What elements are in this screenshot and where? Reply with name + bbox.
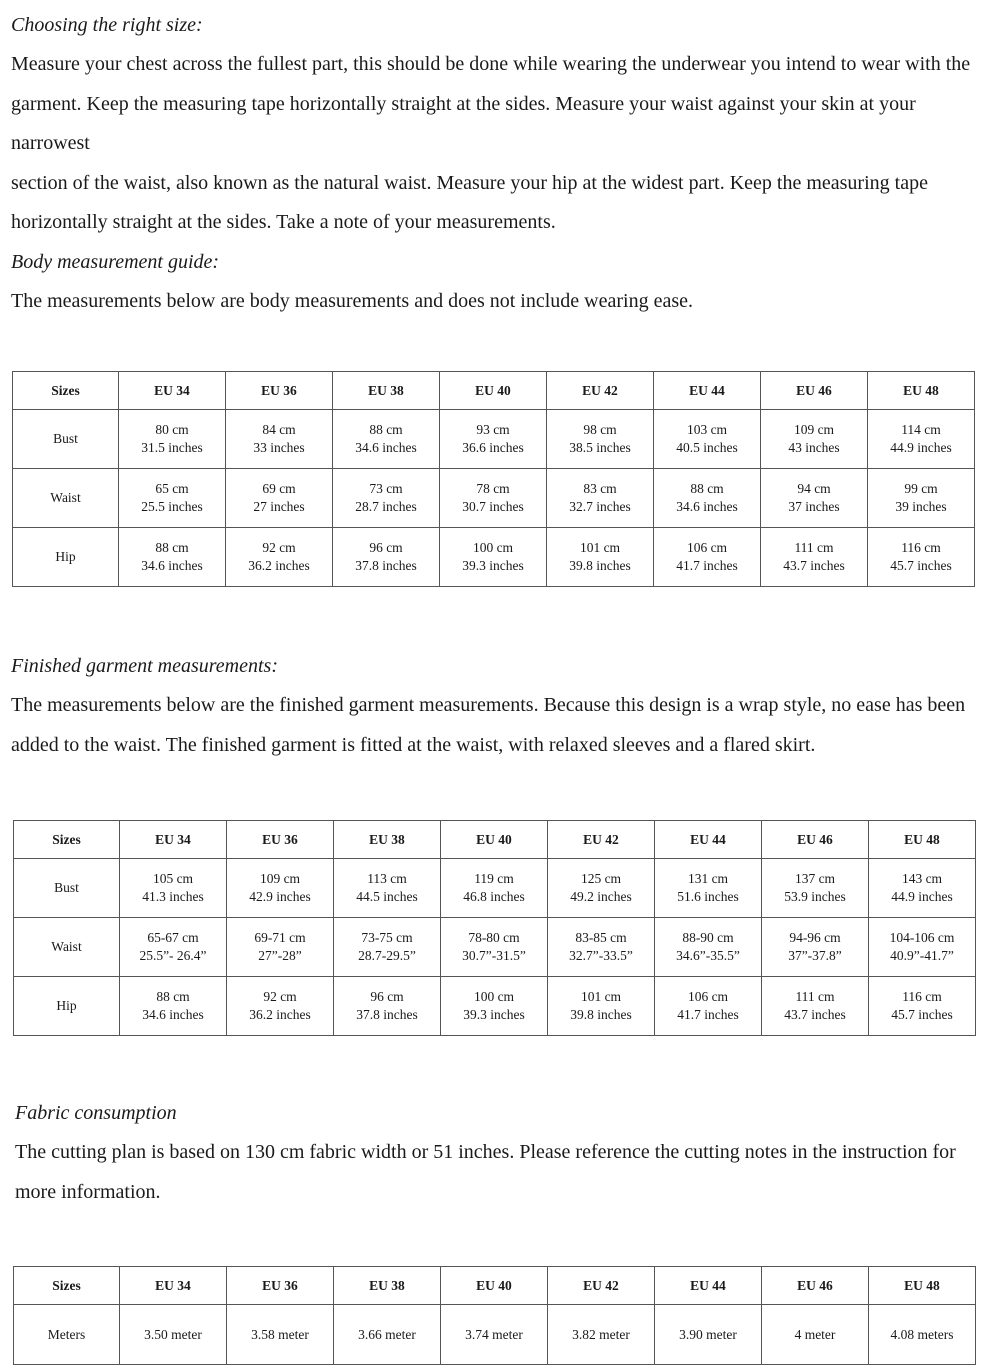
finished-heading: Finished garment measurements: xyxy=(11,655,278,677)
cell-value: 46.8 inches xyxy=(463,889,525,904)
cell-value: 88 cm xyxy=(369,422,403,437)
table-cell xyxy=(227,977,334,1036)
table-cell xyxy=(655,1305,762,1365)
cell-value: 25.5”- 26.4” xyxy=(139,948,207,963)
table-cell xyxy=(762,1305,869,1365)
cell-value: 36.2 inches xyxy=(248,558,310,573)
cell-value: 30.7 inches xyxy=(462,499,524,514)
table-cell xyxy=(761,469,868,528)
table-header-row xyxy=(14,821,976,859)
table-cell xyxy=(333,410,440,469)
text-line: The measurements below are body measurements and does not include wearing ease. xyxy=(11,290,693,312)
cell-value: 94 cm xyxy=(797,481,831,496)
size-header: EU 40 xyxy=(441,1267,548,1305)
cell-value: 65-67 cm xyxy=(147,930,199,945)
table-row xyxy=(13,410,975,469)
cell-value: 34.6 inches xyxy=(676,499,738,514)
table-cell xyxy=(440,528,547,587)
table-row xyxy=(14,977,976,1036)
cell-value: 3.66 meter xyxy=(358,1326,416,1342)
cell-value: 33 inches xyxy=(253,440,305,455)
table-row xyxy=(13,528,975,587)
table-header-row xyxy=(14,1267,976,1305)
cell-value: 37.8 inches xyxy=(356,1007,418,1022)
size-header: EU 46 xyxy=(762,821,869,859)
cell-value: 114 cm xyxy=(901,422,941,437)
table-cell xyxy=(762,918,869,977)
cell-value: 4.08 meters xyxy=(890,1326,954,1342)
table-cell xyxy=(655,859,762,918)
table-cell xyxy=(441,977,548,1036)
cell-value: 88 cm xyxy=(690,481,724,496)
table-cell xyxy=(119,410,226,469)
cell-value: 73 cm xyxy=(369,481,403,496)
table-cell xyxy=(333,528,440,587)
cell-value: 119 cm xyxy=(474,871,514,886)
cell-value: 34.6 inches xyxy=(142,1007,204,1022)
cell-value: 43 inches xyxy=(788,440,840,455)
size-header: EU 48 xyxy=(869,1267,976,1305)
cell-value: 116 cm xyxy=(901,540,941,555)
cell-value: 99 cm xyxy=(904,481,938,496)
table-cell xyxy=(654,469,761,528)
table-cell xyxy=(654,528,761,587)
table-cell xyxy=(334,859,441,918)
table-cell xyxy=(227,918,334,977)
body-guide-section xyxy=(11,242,976,322)
table-cell xyxy=(440,410,547,469)
table-cell xyxy=(441,918,548,977)
size-header: EU 38 xyxy=(334,1267,441,1305)
cell-value: 98 cm xyxy=(583,422,617,437)
text-line: more information. xyxy=(15,1180,161,1203)
table-header-row xyxy=(13,372,975,410)
text-line: garment. Keep the measuring tape horizontally straight at the sides. Measure your waist against your skin at your narrowest xyxy=(11,92,916,154)
cell-value: 106 cm xyxy=(686,540,728,555)
cell-value: 39 inches xyxy=(895,499,947,514)
cell-value: 96 cm xyxy=(369,540,403,555)
cell-value: 40.5 inches xyxy=(676,440,738,455)
cell-value: 69 cm xyxy=(262,481,296,496)
row-label: Waist xyxy=(14,918,120,977)
cell-value: 39.8 inches xyxy=(570,1007,632,1022)
table-cell xyxy=(761,528,868,587)
cell-value: 92 cm xyxy=(262,540,296,555)
size-header: EU 46 xyxy=(762,1267,869,1305)
cell-value: 38.5 inches xyxy=(569,440,631,455)
cell-value: 3.58 meter xyxy=(251,1326,309,1342)
cell-value: 92 cm xyxy=(263,989,297,1004)
cell-value: 78-80 cm xyxy=(468,930,520,945)
table-cell xyxy=(333,469,440,528)
table-cell xyxy=(548,859,655,918)
cell-value: 42.9 inches xyxy=(249,889,311,904)
cell-value: 93 cm xyxy=(476,422,510,437)
table-cell xyxy=(762,977,869,1036)
size-header: EU 40 xyxy=(441,821,548,859)
choosing-section xyxy=(11,5,976,243)
row-label: Hip xyxy=(13,528,119,587)
row-label: Bust xyxy=(13,410,119,469)
table-cell xyxy=(120,1305,227,1365)
size-header: EU 34 xyxy=(119,372,226,410)
cell-value: 143 cm xyxy=(901,871,943,886)
cell-value: 36.6 inches xyxy=(462,440,524,455)
cell-value: 43.7 inches xyxy=(783,558,845,573)
cell-value: 73-75 cm xyxy=(361,930,413,945)
cell-value: 137 cm xyxy=(794,871,836,886)
table-cell xyxy=(762,859,869,918)
choosing-paragraph xyxy=(11,45,976,243)
cell-value: 109 cm xyxy=(259,871,301,886)
cell-value: 39.3 inches xyxy=(463,1007,525,1022)
size-header: EU 36 xyxy=(227,1267,334,1305)
cell-value: 100 cm xyxy=(473,989,515,1004)
cell-value: 28.7-29.5” xyxy=(358,948,416,963)
cell-value: 100 cm xyxy=(472,540,514,555)
table-cell xyxy=(868,410,975,469)
cell-value: 125 cm xyxy=(580,871,622,886)
table-cell xyxy=(655,977,762,1036)
cell-value: 45.7 inches xyxy=(890,558,952,573)
size-header: EU 48 xyxy=(869,821,976,859)
table-cell xyxy=(226,528,333,587)
size-header: EU 38 xyxy=(334,821,441,859)
table-row xyxy=(13,469,975,528)
table-cell xyxy=(869,918,976,977)
table-cell xyxy=(119,528,226,587)
size-header: EU 42 xyxy=(548,1267,655,1305)
table-cell xyxy=(868,528,975,587)
cell-value: 101 cm xyxy=(580,989,622,1004)
cell-value: 28.7 inches xyxy=(355,499,417,514)
text-line: horizontally straight at the sides. Take a note of your measurements. xyxy=(11,211,556,233)
cell-value: 37”-37.8” xyxy=(788,948,842,963)
table-row xyxy=(14,1305,976,1365)
cell-value: 109 cm xyxy=(793,422,835,437)
table-cell xyxy=(869,859,976,918)
cell-value: 44.9 inches xyxy=(890,440,952,455)
cell-value: 49.2 inches xyxy=(570,889,632,904)
cell-value: 27 inches xyxy=(253,499,305,514)
cell-value: 3.74 meter xyxy=(465,1326,523,1342)
table-cell xyxy=(440,469,547,528)
size-header: EU 44 xyxy=(655,821,762,859)
cell-value: 34.6 inches xyxy=(355,440,417,455)
sizes-header: Sizes xyxy=(14,821,120,859)
table-cell xyxy=(334,918,441,977)
cell-value: 88 cm xyxy=(156,989,190,1004)
cell-value: 27”-28” xyxy=(258,948,302,963)
table-cell xyxy=(548,1305,655,1365)
cell-value: 44.9 inches xyxy=(891,889,953,904)
cell-value: 94-96 cm xyxy=(789,930,841,945)
table-cell xyxy=(227,859,334,918)
body-guide-heading: Body measurement guide: xyxy=(11,251,220,273)
cell-value: 88 cm xyxy=(155,540,189,555)
cell-value: 36.2 inches xyxy=(249,1007,311,1022)
cell-value: 111 cm xyxy=(795,989,835,1004)
row-label: Meters xyxy=(14,1305,120,1365)
table-row xyxy=(14,859,976,918)
cell-value: 30.7”-31.5” xyxy=(462,948,526,963)
cell-value: 41.7 inches xyxy=(677,1007,739,1022)
cell-value: 106 cm xyxy=(687,989,729,1004)
table-cell xyxy=(655,918,762,977)
text-line: The measurements below are the finished garment measurements. Because this design is a wrap style, no ease has been xyxy=(11,694,966,716)
table-cell xyxy=(334,977,441,1036)
table-cell xyxy=(869,1305,976,1365)
cell-value: 34.6”-35.5” xyxy=(676,948,740,963)
cell-value: 32.7 inches xyxy=(569,499,631,514)
table-cell xyxy=(761,410,868,469)
cell-value: 96 cm xyxy=(370,989,404,1004)
table-cell xyxy=(547,528,654,587)
cell-value: 39.8 inches xyxy=(569,558,631,573)
fabric-consumption-table xyxy=(13,1266,976,1365)
cell-value: 41.7 inches xyxy=(676,558,738,573)
size-header: EU 38 xyxy=(333,372,440,410)
cell-value: 84 cm xyxy=(262,422,296,437)
size-header: EU 36 xyxy=(226,372,333,410)
finished-garment-table xyxy=(13,820,976,1036)
cell-value: 69-71 cm xyxy=(254,930,306,945)
body-measurement-table xyxy=(12,371,975,587)
size-header: EU 42 xyxy=(548,821,655,859)
table-cell xyxy=(227,1305,334,1365)
table-cell xyxy=(120,859,227,918)
text-line: section of the waist, also known as the natural waist. Measure your hip at the widest part. Keep the measuring tape xyxy=(11,171,928,194)
cell-value: 34.6 inches xyxy=(141,558,203,573)
cell-value: 80 cm xyxy=(155,422,189,437)
cell-value: 103 cm xyxy=(686,422,728,437)
sizes-header: Sizes xyxy=(13,372,119,410)
size-header: EU 48 xyxy=(868,372,975,410)
cell-value: 31.5 inches xyxy=(141,440,203,455)
cell-value: 45.7 inches xyxy=(891,1007,953,1022)
cell-value: 40.9”-41.7” xyxy=(890,948,954,963)
table-cell xyxy=(119,469,226,528)
size-header: EU 34 xyxy=(120,1267,227,1305)
cell-value: 88-90 cm xyxy=(682,930,734,945)
cell-value: 3.90 meter xyxy=(679,1326,737,1342)
cell-value: 43.7 inches xyxy=(784,1007,846,1022)
cell-value: 44.5 inches xyxy=(356,889,418,904)
table-cell xyxy=(120,977,227,1036)
finished-paragraph xyxy=(11,686,976,765)
sizes-header: Sizes xyxy=(14,1267,120,1305)
text-line: added to the waist. The finished garment is fitted at the waist, with relaxed sleeves and a flared skirt. xyxy=(11,733,816,756)
fabric-heading: Fabric consumption xyxy=(15,1102,177,1124)
table-cell xyxy=(547,469,654,528)
table-cell xyxy=(868,469,975,528)
cell-value: 116 cm xyxy=(902,989,942,1004)
cell-value: 78 cm xyxy=(476,481,510,496)
table-cell xyxy=(226,410,333,469)
cell-value: 53.9 inches xyxy=(784,889,846,904)
text-line: The cutting plan is based on 130 cm fabric width or 51 inches. Please reference the cutting notes in the instruction for xyxy=(15,1141,956,1163)
cell-value: 111 cm xyxy=(794,540,834,555)
table-cell xyxy=(869,977,976,1036)
choosing-heading: Choosing the right size: xyxy=(11,14,203,36)
cell-value: 65 cm xyxy=(155,481,189,496)
size-header: EU 44 xyxy=(654,372,761,410)
size-header: EU 36 xyxy=(227,821,334,859)
cell-value: 3.82 meter xyxy=(572,1326,630,1342)
row-label: Hip xyxy=(14,977,120,1036)
cell-value: 37 inches xyxy=(788,499,840,514)
cell-value: 3.50 meter xyxy=(144,1326,202,1342)
table-cell xyxy=(226,469,333,528)
cell-value: 104-106 cm xyxy=(889,930,955,945)
table-cell xyxy=(548,918,655,977)
table-cell xyxy=(548,977,655,1036)
cell-value: 39.3 inches xyxy=(462,558,524,573)
size-header: EU 34 xyxy=(120,821,227,859)
table-cell xyxy=(120,918,227,977)
table-cell xyxy=(547,410,654,469)
cell-value: 32.7”-33.5” xyxy=(569,948,633,963)
table-cell xyxy=(441,1305,548,1365)
table-cell xyxy=(654,410,761,469)
cell-value: 41.3 inches xyxy=(142,889,204,904)
fabric-paragraph xyxy=(15,1133,980,1212)
cell-value: 83-85 cm xyxy=(575,930,627,945)
fabric-section xyxy=(15,1093,980,1212)
size-header: EU 44 xyxy=(655,1267,762,1305)
cell-value: 131 cm xyxy=(687,871,729,886)
cell-value: 101 cm xyxy=(579,540,621,555)
cell-value: 83 cm xyxy=(583,481,617,496)
cell-value: 37.8 inches xyxy=(355,558,417,573)
cell-value: 4 meter xyxy=(794,1326,836,1342)
cell-value: 51.6 inches xyxy=(677,889,739,904)
table-cell xyxy=(334,1305,441,1365)
text-line: Measure your chest across the fullest part, this should be done while wearing the underwear you intend to wear with the xyxy=(11,53,971,75)
size-header: EU 40 xyxy=(440,372,547,410)
finished-section xyxy=(11,646,976,765)
size-header: EU 42 xyxy=(547,372,654,410)
table-row xyxy=(14,918,976,977)
cell-value: 25.5 inches xyxy=(141,499,203,514)
row-label: Waist xyxy=(13,469,119,528)
size-header: EU 46 xyxy=(761,372,868,410)
cell-value: 105 cm xyxy=(152,871,194,886)
cell-value: 113 cm xyxy=(367,871,407,886)
body-guide-paragraph xyxy=(11,282,976,322)
table-cell xyxy=(441,859,548,918)
row-label: Bust xyxy=(14,859,120,918)
